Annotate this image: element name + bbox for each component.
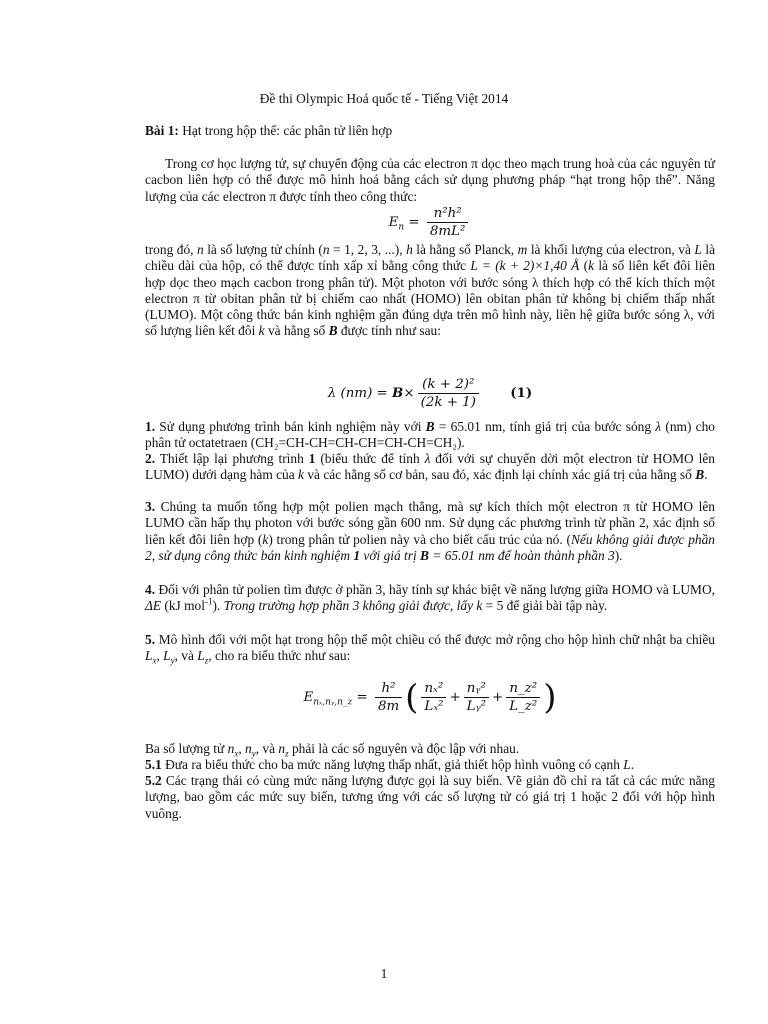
italic-note: Nếu không giải được phần 2, sử dụng công thức bán kinh nghiệm xyxy=(145,531,715,563)
eq3-term-z xyxy=(506,680,540,715)
italic-note: với giá trị xyxy=(360,547,421,563)
eq3-sub: nₓ,nᵧ,n_z xyxy=(313,697,353,708)
eq2-label: (1) xyxy=(510,385,533,401)
eq2-times: × xyxy=(403,386,415,401)
left-paren: ( xyxy=(405,677,419,718)
energy-equation xyxy=(145,205,715,240)
var-B: B xyxy=(328,323,338,339)
var-h: h xyxy=(406,242,413,257)
text: , và xyxy=(174,648,198,664)
text: Mô hình đối với một hạt trong hộp thể một chiều có thể được mở rộng cho hộp hình chữ nhật ba chiều xyxy=(155,632,715,647)
text: là số lượng tử chính ( xyxy=(203,242,323,257)
eq3-term-z-den: L_z² xyxy=(509,699,538,714)
intro-text: Trong cơ học lượng tử, sự chuyển động của các electron π dọc theo mạch trung hoà của các nguyên tử cacbon liên hợp có thể được mô hình hoá bằng cách sử dụng phương pháp “hạt trong hộp thể”. Năng lượng của các electron π được tính theo công thức: xyxy=(145,156,715,204)
eq2-numerator: (k + 2)² xyxy=(418,376,479,394)
sub-y: y xyxy=(170,655,175,666)
var-B: B xyxy=(425,419,435,434)
length-formula: L = (k + 2)×1,40 Å xyxy=(470,258,580,274)
wavelength-equation xyxy=(145,376,715,411)
eq1-denominator: 8mL² xyxy=(429,224,466,239)
italic-note: Trong trường hợp phần 3 không giải được, lấy k xyxy=(223,598,483,614)
eq3-term-y-num: nᵧ² xyxy=(464,680,489,698)
text: Sử dụng phương trình bán kinh nghiệm này với xyxy=(155,419,426,434)
eq3-term-x-num: nₓ² xyxy=(421,680,446,698)
var-n: n xyxy=(227,741,235,756)
text: = 65.01 nm, tính giá trị của bước sóng xyxy=(434,419,656,434)
var-k: k xyxy=(298,467,304,483)
eq2-fraction xyxy=(418,376,479,411)
eq3-denominator: 8m xyxy=(377,699,400,714)
q51-number: 5.1 xyxy=(145,757,162,772)
text: , xyxy=(238,741,246,756)
text: = 5 để giải bài tập này. xyxy=(482,598,608,614)
eq1-sub: n xyxy=(398,222,405,233)
question-2 xyxy=(145,451,715,484)
sub-y: y xyxy=(251,748,256,759)
text: và hằng số xyxy=(264,323,329,339)
text: là hằng số Planck, xyxy=(412,242,518,257)
text: Các trạng thái có cùng mức năng lượng được gọi là suy biến. Vẽ giản đồ chỉ ra tất cả các mức năng lượng, bao gồm các mức suy biến, tương ứng với các số lượng tử có giá trị 1 hoặc 2 đối với hộp hình vuông. xyxy=(145,773,715,821)
q52-number: 5.2 xyxy=(145,773,162,788)
var-B: B xyxy=(420,547,429,563)
q4-number: 4. xyxy=(145,582,156,597)
var-k: k xyxy=(262,531,269,547)
var-L: L xyxy=(197,648,205,664)
question-1 xyxy=(145,419,715,452)
var-L: L xyxy=(694,242,702,257)
var-L: L xyxy=(163,648,171,664)
problem-heading xyxy=(145,123,392,139)
eq3-lhs: E xyxy=(303,690,314,705)
var-k: k xyxy=(588,258,595,274)
var-n: n xyxy=(322,242,330,257)
italic-note: = 65.01 nm để hoàn thành phần 3 xyxy=(428,547,615,563)
text: Chúng ta muốn tổng hợp một polien mạch thẳng, mà sự kích thích một electron π từ HOMO lên LUMO cần hấp thụ photon với bước sóng gần 600 nm. Sử dụng các phương trình từ phần 2, xác định số liên kết đôi liên hợp ( xyxy=(145,499,715,547)
eq1-numerator: n²h² xyxy=(427,205,468,223)
right-paren: ) xyxy=(543,677,557,718)
var-lambda: λ xyxy=(655,419,662,434)
var-n: n xyxy=(278,741,286,756)
question-5 xyxy=(145,632,715,665)
question-5-2 xyxy=(145,773,715,822)
question-4 xyxy=(145,582,715,615)
text: là số liên kết đôi liên hợp dọc theo mạch cacbon trong phân tử). Một photon với bước sóng λ thích hợp có thể kích thích một electron π từ obitan phân tử bị chiếm cao nhất (HOMO) lên obitan phân tử không bị chiếm thấp nhất (LUMO). Một công thức bán kinh nghiệm gần đúng dựa trên mô hình này, liên hệ giữa bước sóng λ, với số lượng liên kết đôi xyxy=(145,258,715,339)
plus-sign: + xyxy=(491,690,504,705)
var-n: n xyxy=(197,242,204,257)
eq-ref: 1 xyxy=(308,451,316,466)
eq1-lhs: E xyxy=(388,215,399,230)
page-number: 1 xyxy=(380,966,388,981)
problem-label: Bài 1: xyxy=(145,123,179,138)
eq2-lhs: λ (nm) = xyxy=(327,386,393,401)
text: . xyxy=(704,467,708,483)
var-L: L xyxy=(623,757,631,772)
eq3-prefactor xyxy=(375,680,402,715)
text: đối với sự chuyển dời một electron từ HOMO lên LUMO) dưới dạng hàm của xyxy=(145,451,715,483)
text: , xyxy=(156,648,164,664)
definitions-paragraph xyxy=(145,242,715,340)
eq2-denominator: (2k + 1) xyxy=(420,395,476,410)
q2-number: 2. xyxy=(145,451,156,466)
var-B: B xyxy=(695,467,705,483)
sub-z: z xyxy=(285,748,289,759)
sub-x: x xyxy=(152,655,157,666)
text: được tính như sau: xyxy=(337,323,441,339)
question-5-1 xyxy=(145,757,715,773)
text: , và xyxy=(255,741,279,756)
var-m: m xyxy=(517,242,528,257)
var-L: L xyxy=(145,648,153,664)
text: ). xyxy=(212,598,224,614)
eq1-fraction xyxy=(427,205,468,240)
text: ) trong phân tử polien này và cho biết cấu trúc của nó. ( xyxy=(268,531,571,547)
text: Đối với phân tử polien tìm được ở phần 3, hãy tính sự khác biệt về năng lượng giữa HOMO và LUMO, xyxy=(155,582,715,597)
q1-number: 1. xyxy=(145,419,156,434)
var-delta-e: ΔE xyxy=(145,598,162,614)
eq3-term-z-num: n_z² xyxy=(506,680,540,698)
text: và các hằng số cơ bản, sau đó, xác định lại chính xác giá trị của hằng số xyxy=(304,467,696,483)
document-title: Đề thi Olympic Hoá quốc tế - Tiếng Việt 2014 xyxy=(259,91,509,106)
sub-x: x xyxy=(234,748,239,759)
eq3-equals: = xyxy=(352,690,372,705)
text: (nm) cho phân tử octatetraen (CH₂=CH-CH=CH-CH=CH-CH=CH₂). xyxy=(145,419,715,451)
text: . xyxy=(630,757,635,772)
q3-number: 3. xyxy=(145,499,156,514)
eq2-B: B xyxy=(392,385,404,401)
superscript: -1 xyxy=(204,596,213,607)
problem-title: Hạt trong hộp thể: các phân tử liên hợp xyxy=(182,123,393,138)
eq3-term-x-den: Lₓ² xyxy=(424,699,444,714)
question-3 xyxy=(145,499,715,564)
eq1-equals: = xyxy=(404,215,424,230)
intro-paragraph xyxy=(145,156,715,205)
text: ( xyxy=(579,258,589,274)
var-n: n xyxy=(245,741,252,756)
eq-ref: 1 xyxy=(353,547,361,563)
text: phải là các số nguyên và độc lập với nhau. xyxy=(288,741,520,756)
q5-number: 5. xyxy=(145,632,156,647)
sub-z: z xyxy=(204,655,209,666)
text: ). xyxy=(614,547,623,563)
text: là khối lượng của electron, và xyxy=(527,242,695,257)
text: trong đó, xyxy=(145,242,197,257)
var-lambda: λ xyxy=(424,451,431,466)
eq3-term-x xyxy=(421,680,446,715)
var-k: k xyxy=(258,323,265,339)
text: (biểu thức để tính xyxy=(315,451,425,466)
text: là chiều dài của hộp, có thể được tính xấp xỉ bằng công thức xyxy=(145,242,716,274)
plus-sign: + xyxy=(449,690,461,705)
text: Đưa ra biểu thức cho ba mức năng lượng thấp nhất, giả thiết hộp hình vuông có cạnh xyxy=(161,757,624,772)
quantum-numbers-note xyxy=(145,741,715,757)
text: , cho ra biểu thức như sau: xyxy=(208,648,351,664)
eq3-term-y xyxy=(464,680,489,715)
text: Ba số lượng tử xyxy=(145,741,228,756)
eq3-term-y-den: Lᵧ² xyxy=(466,699,486,714)
eq3-numerator: h² xyxy=(375,680,402,698)
box-3d-equation xyxy=(145,677,715,718)
text: (kJ mol xyxy=(161,598,205,614)
text: Thiết lập lại phương trình xyxy=(155,451,309,466)
text: = 1, 2, 3, ...), xyxy=(329,242,407,257)
